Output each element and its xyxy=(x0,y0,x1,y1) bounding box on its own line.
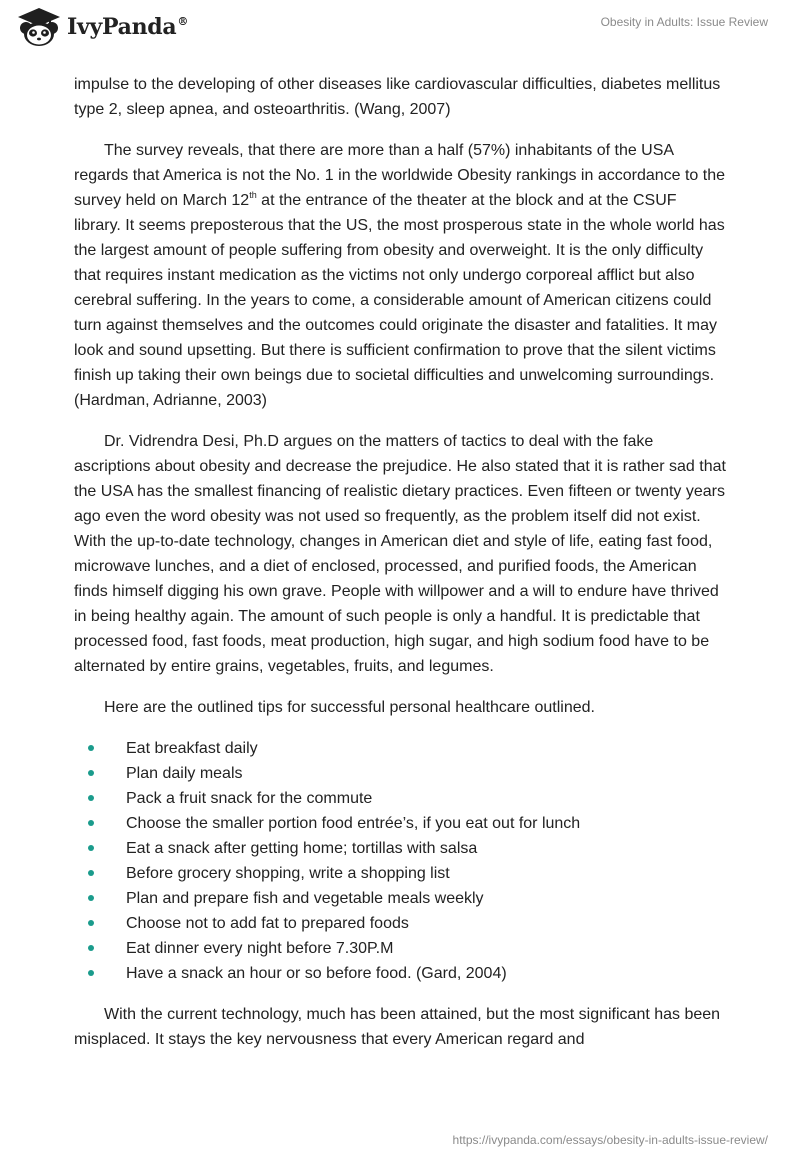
essay-body xyxy=(74,72,726,1068)
bullet-icon xyxy=(88,795,94,801)
tips-list xyxy=(74,736,726,986)
source-url[interactable]: https://ivypanda.com/essays/obesity-in-adults-issue-review/ xyxy=(452,1133,768,1147)
paragraph: Dr. Vidrendra Desi, Ph.D argues on the matters of tactics to deal with the fake ascriptions about obesity and decrease the prejudice. He also stated that it is rather sad that the USA has the smallest financing of realistic dietary practices. Even fifteen or twenty years ago even the word obesity was not used so frequently, as the problem itself did not exist. With the up-to-date technology, changes in American diet and style of life, eating fast food, microwave lunches, and a diet of enclosed, processed, and purified foods, the American finds himself digging his own grave. People with willpower and a will to endure have thrived in being healthy again. The amount of such people is only a handful. It is predictable that processed food, fast foods, meat production, high sugar, and high sodium food have to be alternated by entire grains, vegetables, fruits, and legumes. xyxy=(74,433,726,675)
list-item: Before grocery shopping, write a shopping list xyxy=(74,861,726,886)
bullet-icon xyxy=(88,895,94,901)
list-item: Pack a fruit snack for the commute xyxy=(74,786,726,811)
bullet-icon xyxy=(88,945,94,951)
paragraph: With the current technology, much has been attained, but the most significant has been misplaced. It stays the key nervousness that every American regard and xyxy=(74,1006,721,1048)
document-title: Obesity in Adults: Issue Review xyxy=(600,15,768,29)
bullet-icon xyxy=(88,970,94,976)
bullet-icon xyxy=(88,845,94,851)
brand-name: IvyPanda® xyxy=(67,14,189,40)
page-header xyxy=(0,0,800,70)
panda-graduation-cap-icon xyxy=(16,6,62,48)
paragraph: Here are the outlined tips for successful personal healthcare outlined. xyxy=(104,699,595,716)
list-item: Eat dinner every night before 7.30P.M xyxy=(74,936,726,961)
list-item: Plan and prepare fish and vegetable meals weekly xyxy=(74,886,726,911)
list-item: Choose not to add fat to prepared foods xyxy=(74,911,726,936)
list-item: Eat breakfast daily xyxy=(74,736,726,761)
bullet-icon xyxy=(88,770,94,776)
paragraph: impulse to the developing of other diseases like cardiovascular difficulties, diabetes mellitus type 2, sleep apnea, and osteoarthritis. (Wang, 2007) xyxy=(74,76,721,118)
list-item: Have a snack an hour or so before food. (Gard, 2004) xyxy=(74,961,726,986)
bullet-icon xyxy=(88,920,94,926)
brand-logo[interactable] xyxy=(16,6,188,48)
bullet-icon xyxy=(88,820,94,826)
bullet-icon xyxy=(88,745,94,751)
paragraph: The survey reveals, that there are more than a half (57%) inhabitants of the USA regards that America is not the No. 1 in the worldwide Obesity rankings in accordance to the survey held on March 12th at the entrance of the theater at the block and at the CSUF library. It seems preposterous that the US, the most prosperous state in the whole world has the largest amount of people suffering from obesity and overweight. It is the only difficulty that requires instant medication as the victims not only undergo corporeal afflict but also cerebral suffering. In the years to come, a considerable amount of American citizens could turn against themselves and the outcomes could originate the disaster and fatalities. It may look and sound upsetting. But there is sufficient confirmation to prove that the silent victims finish up taking their own beings due to societal difficulties and unwelcoming surroundings. (Hardman, Adrianne, 2003) xyxy=(74,142,726,409)
list-item: Plan daily meals xyxy=(74,761,726,786)
list-item: Eat a snack after getting home; tortillas with salsa xyxy=(74,836,726,861)
bullet-icon xyxy=(88,870,94,876)
list-item: Choose the smaller portion food entrée’s, if you eat out for lunch xyxy=(74,811,726,836)
